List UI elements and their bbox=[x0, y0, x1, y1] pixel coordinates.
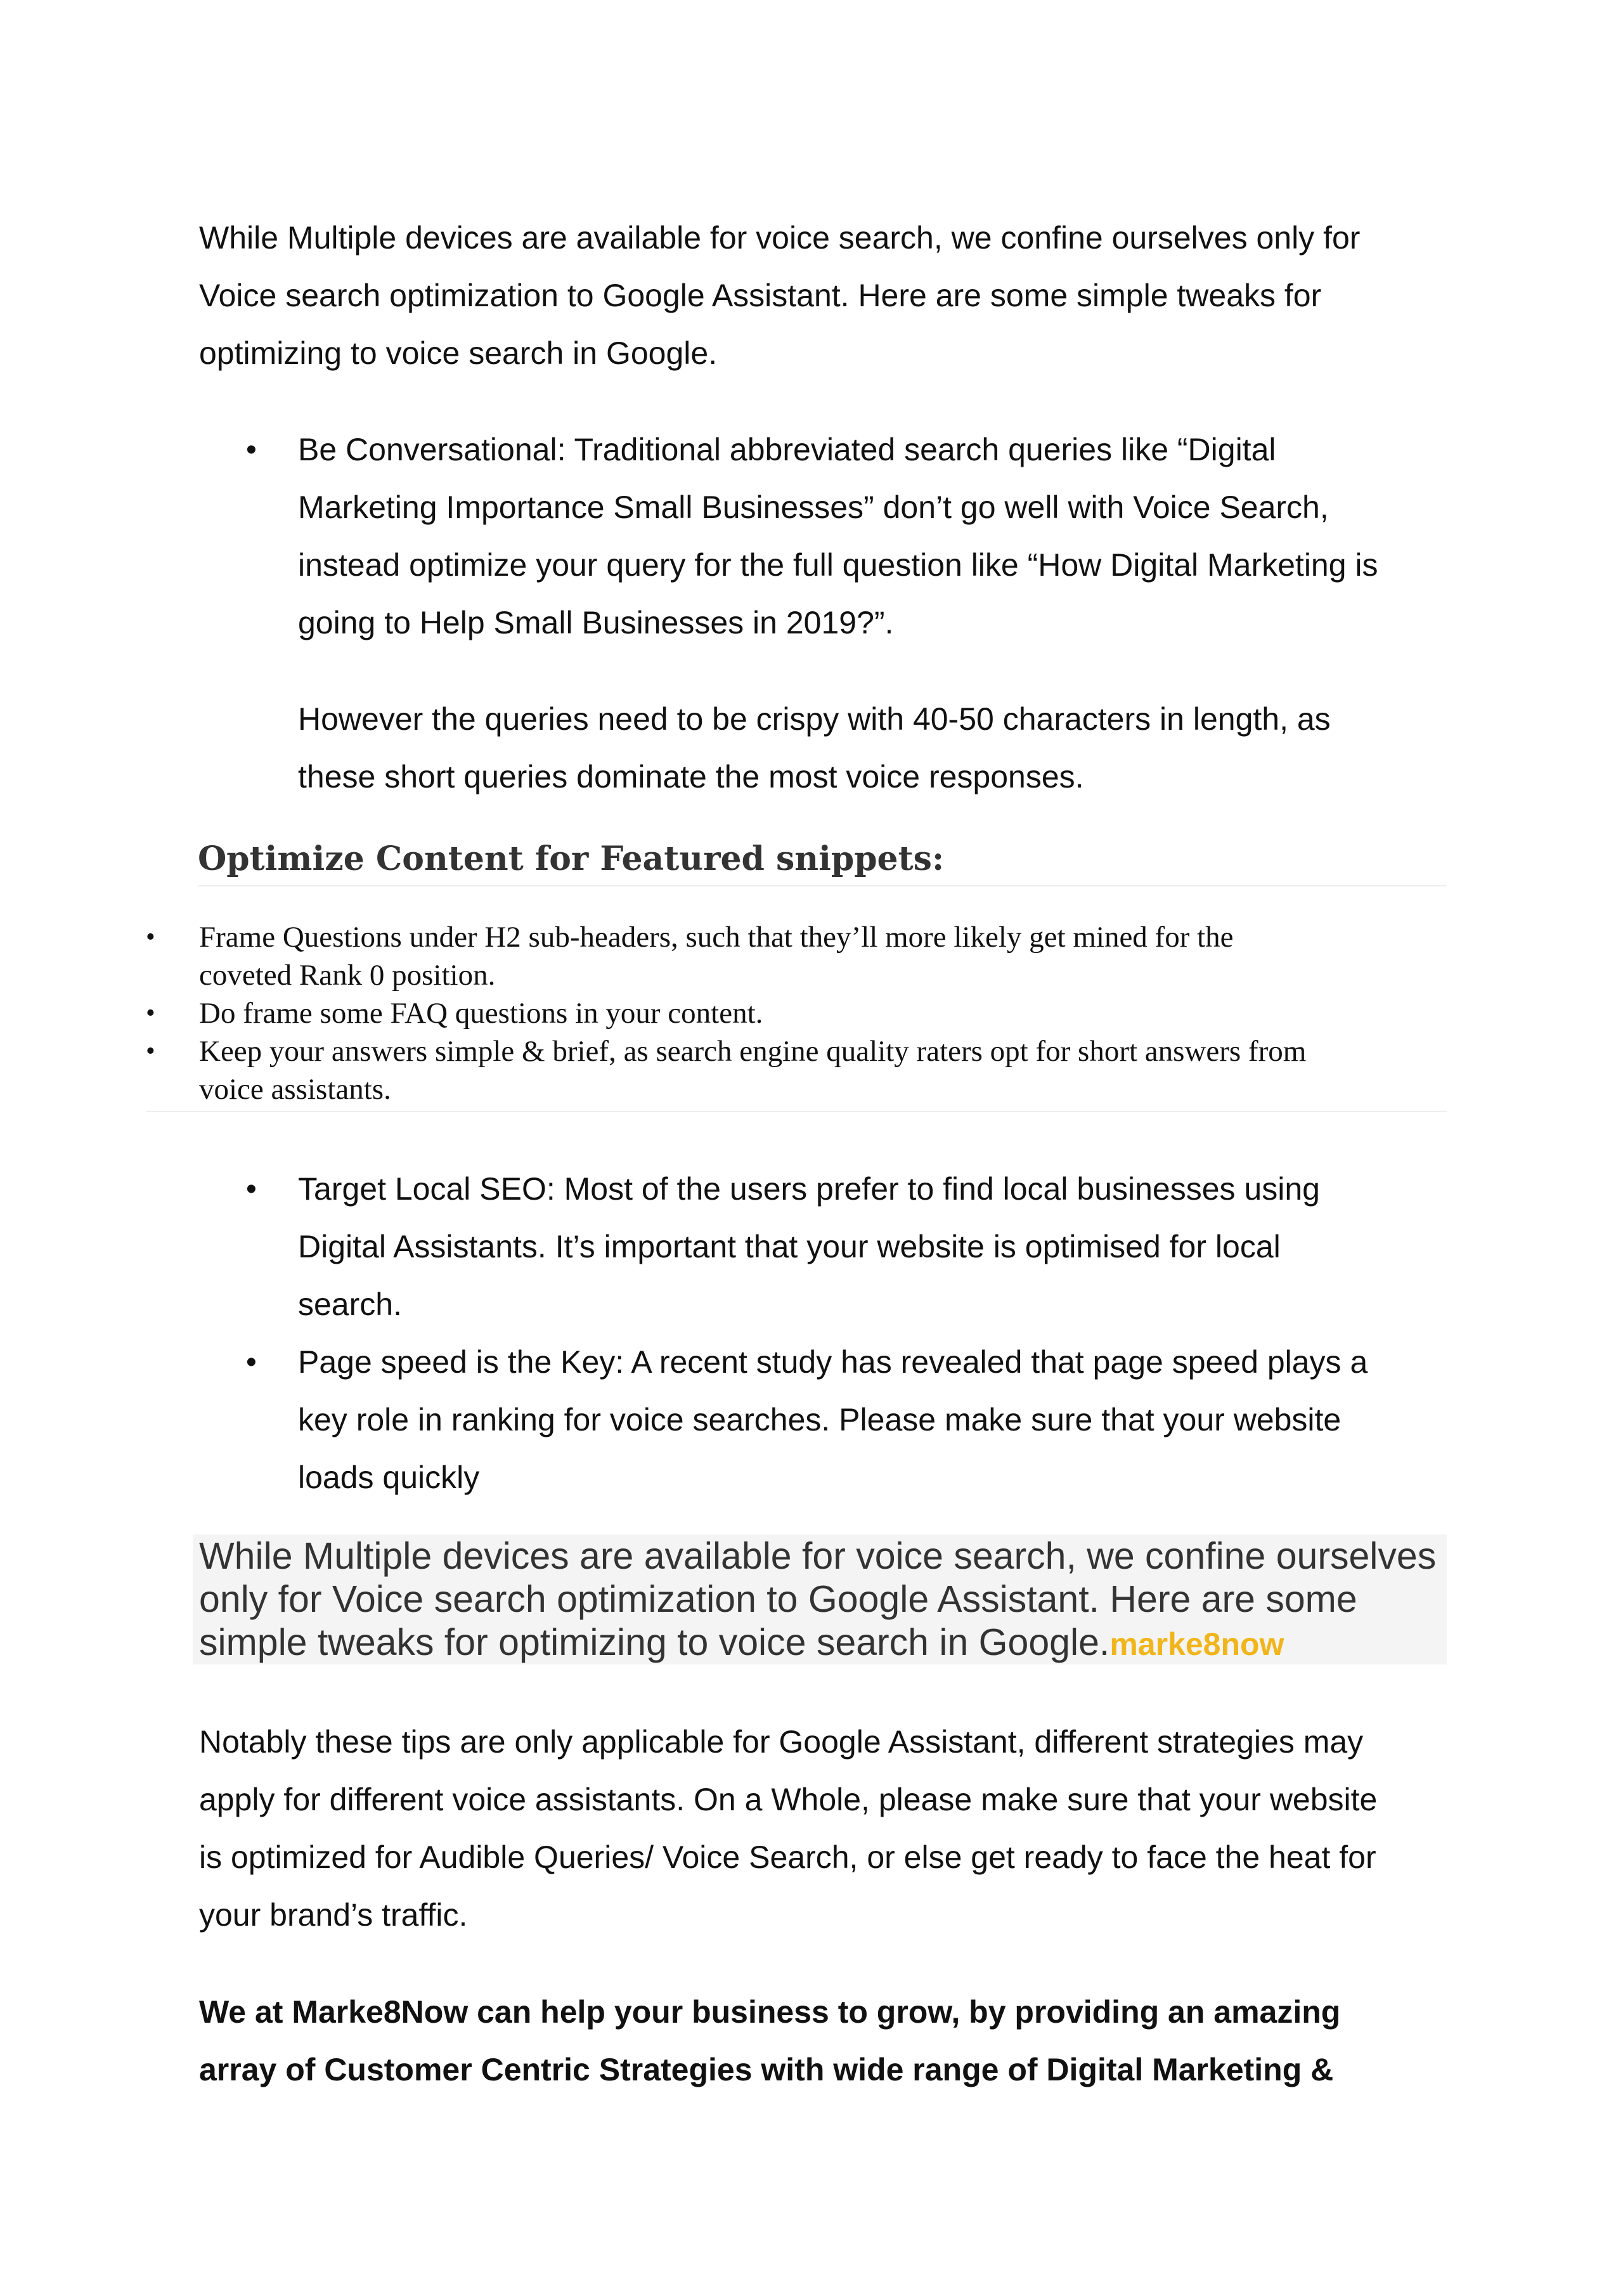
bullet-line: Target Local SEO: Most of the users prefer to find local businesses using bbox=[298, 1171, 1320, 1207]
bullet-line: instead optimize your query for the full question like “How Digital Marketing is bbox=[298, 547, 1378, 583]
snippets-heading: Optimize Content for Featured snippets: bbox=[198, 837, 1447, 886]
closing-paragraph bbox=[199, 1983, 1454, 2099]
snippet-line: coveted Rank 0 position. bbox=[199, 959, 496, 992]
snippet-line: Keep your answers simple & brief, as search engine quality raters opt for short answers from bbox=[199, 1035, 1307, 1068]
closing-line: array of Customer Centric Strategies with wide range of Digital Marketing & bbox=[199, 2052, 1334, 2087]
bullet-line: Marketing Importance Small Businesses” don’t go well with Voice Search, bbox=[298, 490, 1329, 525]
notably-line: Notably these tips are only applicable for Google Assistant, different strategies may bbox=[199, 1724, 1364, 1760]
snippet-item bbox=[146, 994, 1447, 1032]
bullet-icon: • bbox=[146, 923, 155, 952]
quote-box bbox=[193, 1534, 1447, 1664]
bullet-icon: • bbox=[246, 433, 257, 467]
bullet-line: search. bbox=[298, 1287, 402, 1322]
bullet-line: going to Help Small Businesses in 2019?”. bbox=[298, 605, 894, 640]
bullet-followup-paragraph bbox=[298, 691, 1465, 806]
intro-line: Voice search optimization to Google Assistant. Here are some simple tweaks for bbox=[199, 278, 1322, 313]
snippet-item bbox=[146, 918, 1447, 994]
notably-line: is optimized for Audible Queries/ Voice Search, or else get ready to face the heat for bbox=[199, 1839, 1376, 1875]
snippet-line: Frame Questions under H2 sub-headers, such that they’ll more likely get mined for the bbox=[199, 921, 1234, 954]
snippet-line: Do frame some FAQ questions in your content. bbox=[199, 997, 763, 1030]
followup-line: these short queries dominate the most voice responses. bbox=[298, 759, 1084, 795]
bullet-line: Digital Assistants. It’s important that your website is optimised for local bbox=[298, 1229, 1281, 1264]
bullet-line: key role in ranking for voice searches. Please make sure that your website bbox=[298, 1402, 1342, 1437]
bullet-line: Be Conversational: Traditional abbreviated search queries like “Digital bbox=[298, 432, 1276, 467]
intro-paragraph bbox=[199, 209, 1454, 382]
snippets-list bbox=[146, 918, 1447, 1112]
intro-line: optimizing to voice search in Google. bbox=[199, 335, 718, 371]
bullet-icon: • bbox=[146, 999, 155, 1028]
notably-line: apply for different voice assistants. On a Whole, please make sure that your website bbox=[199, 1782, 1378, 1817]
bullet-line: Page speed is the Key: A recent study has revealed that page speed plays a bbox=[298, 1344, 1368, 1380]
snippet-item bbox=[146, 1032, 1447, 1108]
notably-paragraph bbox=[199, 1713, 1454, 1944]
brand-link[interactable]: marke8now bbox=[1109, 1626, 1284, 1662]
intro-line: While Multiple devices are available for voice search, we confine ourselves only for bbox=[199, 220, 1361, 256]
bullet-icon: • bbox=[246, 1346, 257, 1379]
snippet-line: voice assistants. bbox=[199, 1073, 391, 1106]
bullet-line: loads quickly bbox=[298, 1460, 480, 1495]
quote-line-text: simple tweaks for optimizing to voice search in Google. bbox=[199, 1621, 1110, 1663]
notably-line: your brand’s traffic. bbox=[199, 1897, 468, 1933]
quote-line: While Multiple devices are available for voice search, we confine ourselves bbox=[199, 1535, 1437, 1577]
bullet-page-speed bbox=[246, 1333, 1463, 1507]
bullet-icon: • bbox=[146, 1037, 155, 1066]
bullet-target-local-seo bbox=[246, 1160, 1463, 1333]
bullet-be-conversational bbox=[246, 421, 1463, 652]
quote-line: only for Voice search optimization to Google Assistant. Here are some bbox=[199, 1578, 1357, 1620]
followup-line: However the queries need to be crispy with 40-50 characters in length, as bbox=[298, 701, 1331, 737]
closing-line: We at Marke8Now can help your business to grow, by providing an amazing bbox=[199, 1994, 1341, 2030]
bullet-icon: • bbox=[246, 1172, 257, 1206]
quote-line bbox=[199, 1621, 1447, 1666]
